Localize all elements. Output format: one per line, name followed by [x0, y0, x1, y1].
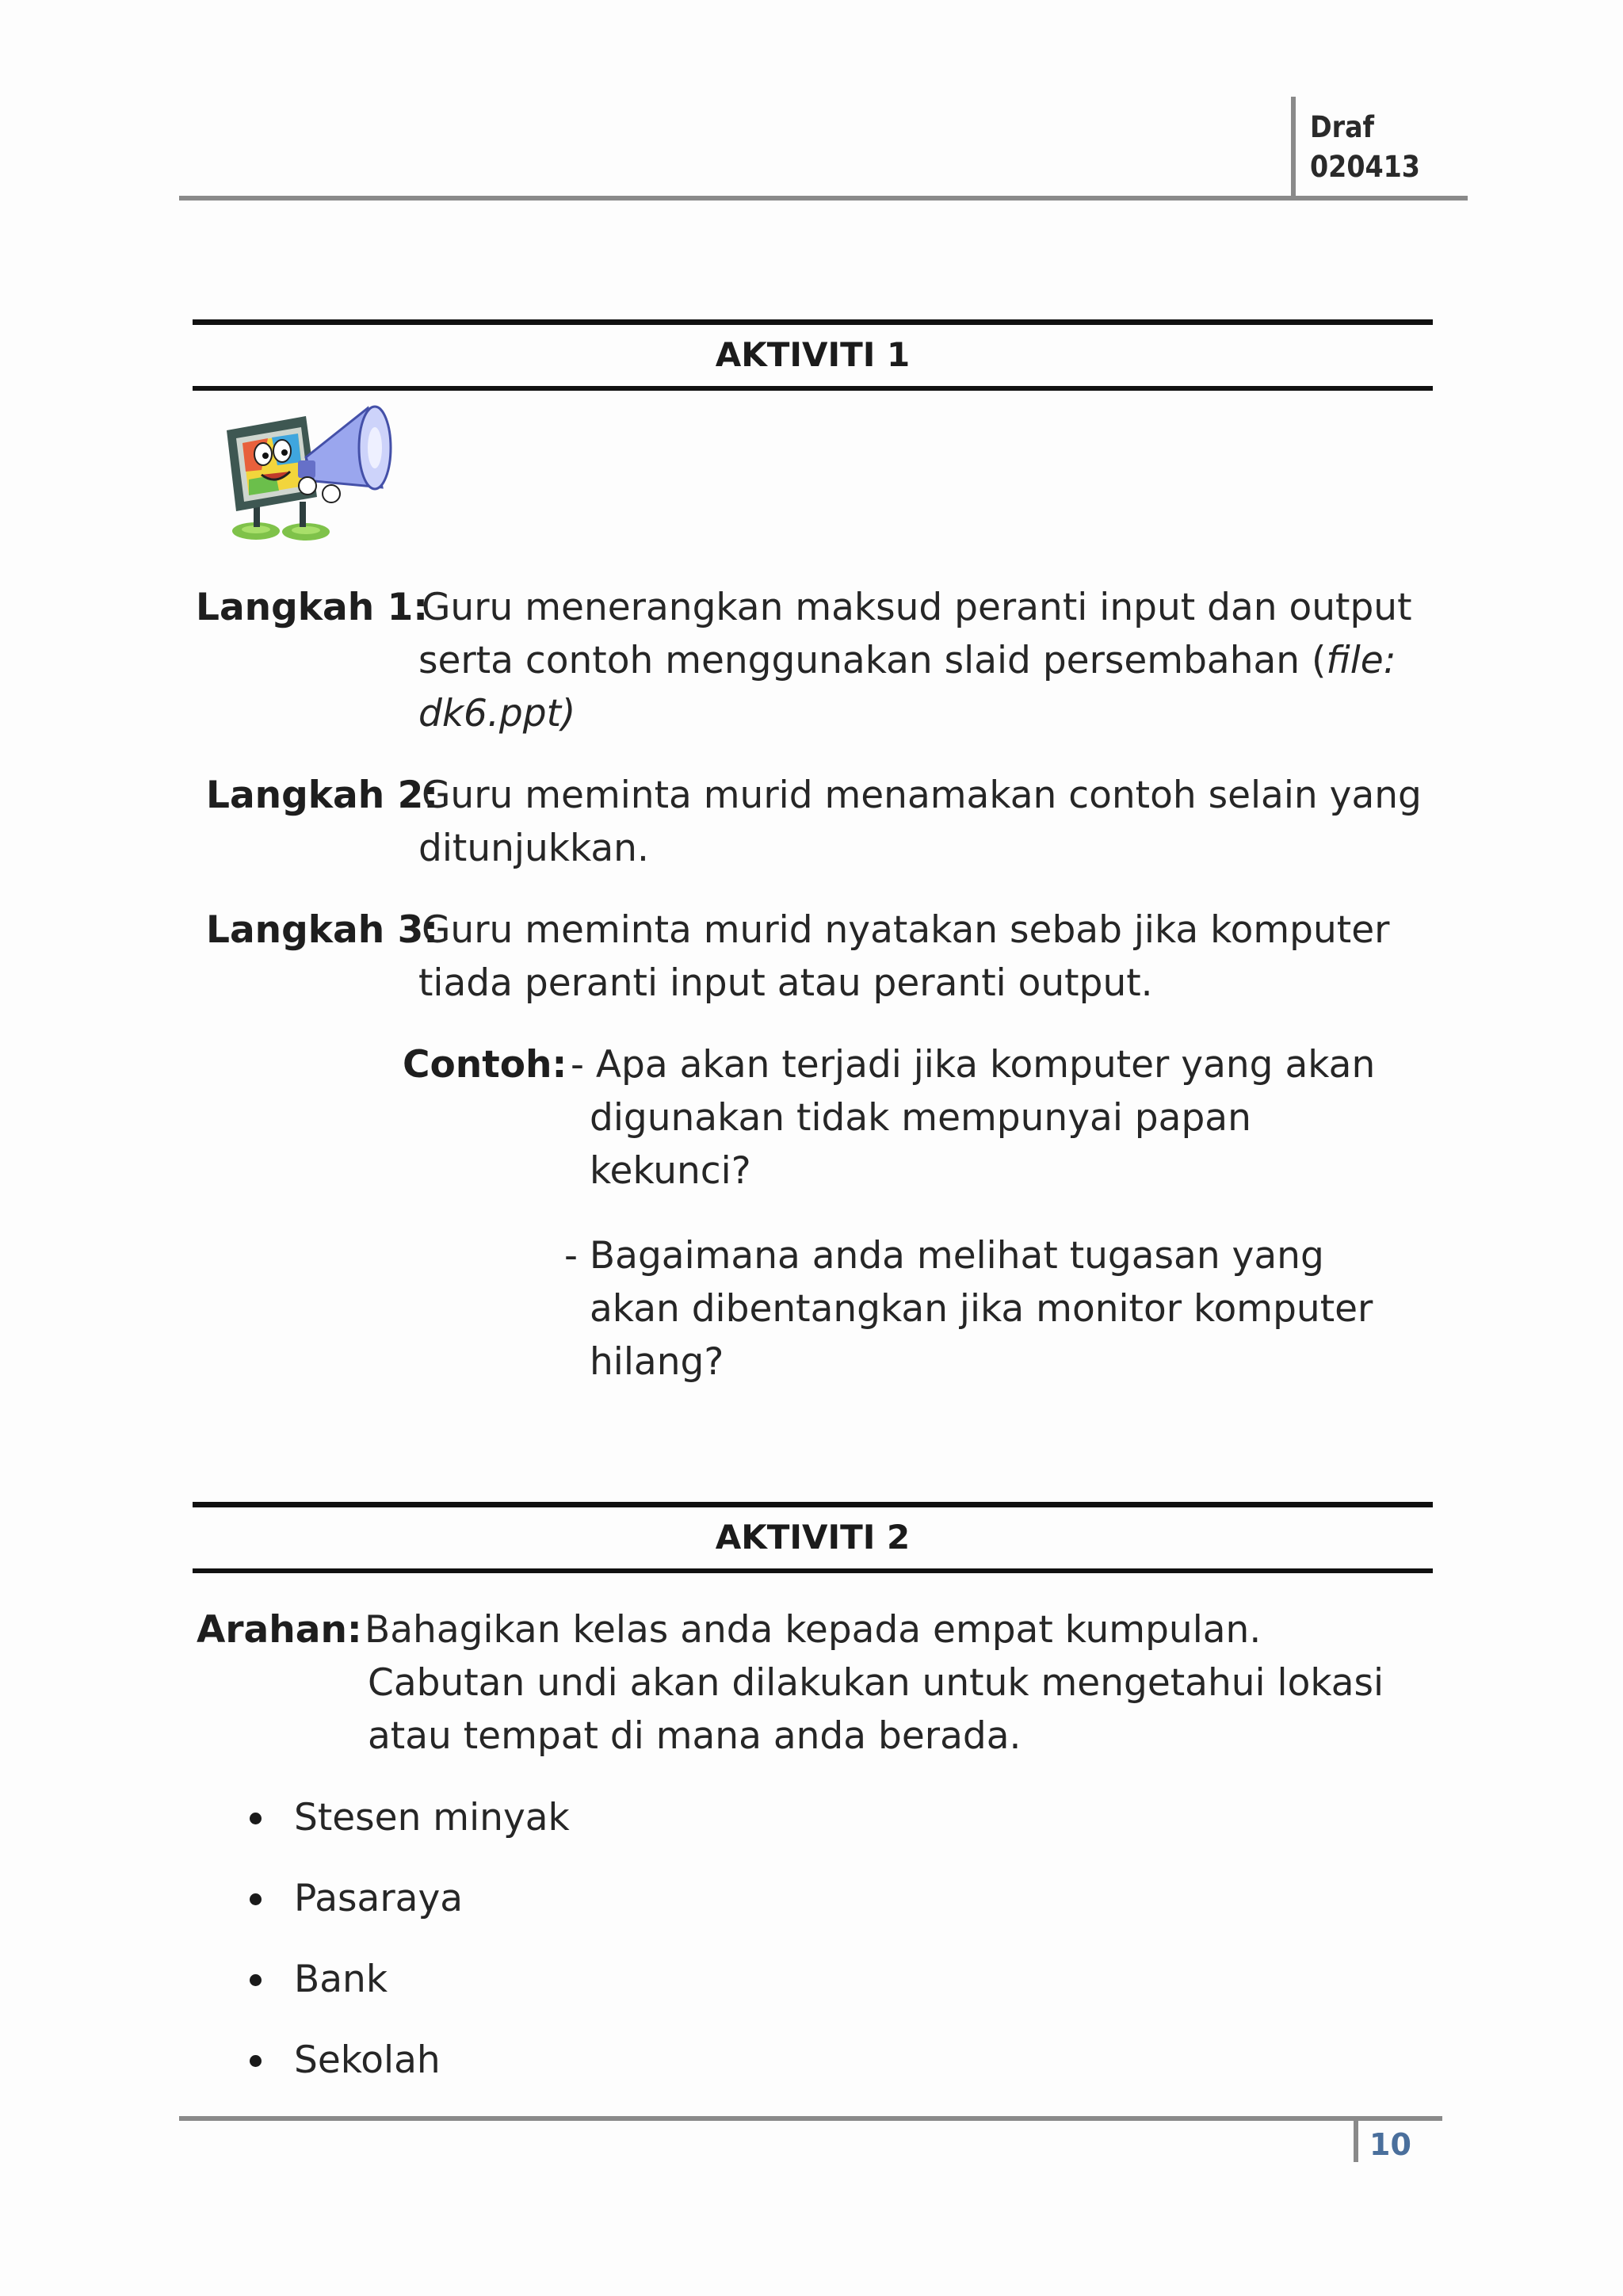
instruction-line1: Bahagikan kelas anda kepada empat kumpulan.: [365, 1608, 1262, 1652]
activity2-title: AKTIVITI 2: [715, 1518, 911, 1557]
step1-line3: dk6.ppt): [418, 692, 576, 735]
footer-divider-vertical: [1354, 2118, 1358, 2162]
location-item: Sekolah: [294, 2038, 441, 2082]
footer-rule: [179, 2116, 1442, 2121]
header-rule: [179, 196, 1468, 201]
step3-line1: Guru meminta murid nyatakan sebab jika komputer: [422, 908, 1390, 952]
computer-megaphone-icon: [212, 392, 403, 551]
step2-line1: Guru meminta murid menamakan contoh selain yang: [422, 774, 1422, 817]
step1-label: Langkah 1:: [196, 586, 429, 629]
bullet-dot: [250, 2055, 262, 2067]
step1-line1: Guru menerangkan maksud peranti input dan output: [422, 586, 1412, 629]
step1-line2-italic: file:: [1326, 639, 1396, 682]
bullet-dot: [250, 1974, 262, 1986]
draft-label: [1310, 108, 1420, 187]
activity1-title: AKTIVITI 1: [715, 335, 911, 374]
location-item: Bank: [294, 1958, 388, 2001]
location-item: Pasaraya: [294, 1877, 464, 1920]
example-q2-line1: - Bagaimana anda melihat tugasan yang: [564, 1234, 1324, 1278]
example-q2-line2: akan dibentangkan jika monitor komputer: [590, 1287, 1373, 1331]
example-q1-line3: kekunci?: [590, 1149, 751, 1193]
draft-line1: Draf: [1310, 110, 1374, 144]
instruction-line2: Cabutan undi akan dilakukan untuk mengetahui lokasi: [368, 1661, 1384, 1705]
example-q2-line3: hilang?: [590, 1340, 724, 1384]
bullet-dot: [250, 1893, 262, 1905]
page-number: 10: [1369, 2127, 1411, 2162]
step2-label: Langkah 2:: [206, 774, 439, 817]
step1-line2: [418, 634, 1396, 687]
step1-line2-text: serta contoh menggunakan slaid persembahan (: [418, 639, 1327, 682]
instruction-line3: atau tempat di mana anda berada.: [368, 1714, 1022, 1758]
step2-line2: ditunjukkan.: [418, 827, 649, 870]
location-item: Stesen minyak: [294, 1796, 570, 1839]
example-q1-line1: - Apa akan terjadi jika komputer yang akan: [571, 1043, 1376, 1087]
step3-label: Langkah 3:: [206, 908, 439, 952]
instruction-label: Arahan:: [197, 1608, 362, 1652]
step3-line2: tiada peranti input atau peranti output.: [418, 961, 1153, 1005]
activity1-banner-bottom-rule: [193, 386, 1433, 391]
header-divider-vertical: [1291, 97, 1296, 197]
activity2-banner-bottom-rule: [193, 1568, 1433, 1573]
activity2-banner-top-rule: [193, 1502, 1433, 1507]
activity1-banner-top-rule: [193, 319, 1433, 325]
example-q1-line2: digunakan tidak mempunyai papan: [590, 1096, 1251, 1140]
bullet-dot: [250, 1813, 262, 1824]
draft-line2: 020413: [1310, 150, 1420, 184]
example-label: Contoh:: [403, 1043, 567, 1087]
